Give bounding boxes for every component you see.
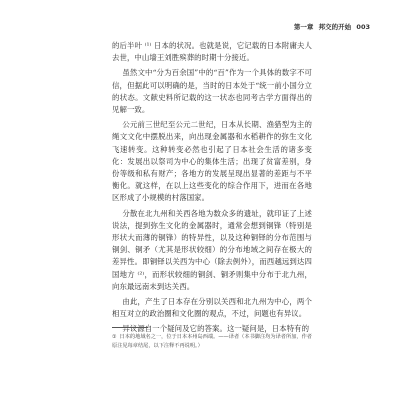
page-number: 003 (356, 23, 370, 31)
chapter-title: 邦交的开始 (318, 23, 352, 31)
paragraph: 由此，产生了日本存在分别以关西和北九州为中心，两个相互对立的政治圈和文化圈的观点，不过，问题也有异议。 (112, 297, 312, 319)
paragraph: 异议源自一个疑问及它的答案。这一疑问是，日本特有的 (122, 324, 310, 334)
body-text (112, 40, 312, 339)
chapter-label: 第一章 (293, 23, 314, 31)
footnote-text: 日本的地域名之一，位于日本本州岛西端。——译者（本书脚注均为译者所加，作者原注见每章结尾，以下注释不再说明。） (112, 334, 312, 349)
paragraph: 的后半叶 ⁽¹⁾ 日本的状况。也就是说，它记载的日本附庸夫人去世，中山墙王刘胜殡葬的时期十分接近。 (112, 41, 312, 63)
paragraph: 分散在北九州和关西各地为数众多的遗址，就印证了上述说法，提到弥生文化的金属器时，通常会想到铜锋（特别是形状大而薄的铜锋）的特异性，以及这种铜铎的分布范围与铜剑、铜矛（尤其是形状较细）的分布地域之间存在极大的差异性。即铜铎以关西为中心（除去例外），而西越远到达四国地方 ⁽²⁾，而形状较细的铜剑、铜矛则集中分布于北九州，向东最远南未到达关西。 (112, 208, 312, 291)
footnote (112, 333, 312, 350)
footnote-divider (112, 327, 148, 328)
paragraph: 公元前三世纪至公元二世纪，日本从长期、渔猎型为主的绳文文化中摆脱出来，向出现金属器和水稻耕作的弥生文化飞速转变。这种转变必然也引起了日本社会生活的诸多变化：发展出以祭司为中心的集体生活；出现了贫富差别，身份等级和私有财产；各地方的发展呈现出显著的差距与不平衡化。就这样，在以上这些变化的综合作用下，进而在各地区形成了小规模的村落国家。 (112, 120, 312, 203)
running-header (250, 22, 370, 31)
paragraph: 虽然文中“分为百余国”中的“百”作为一个具体的数字不可信，但据此可以明确的是，当时的日本处于“统一前小国分立的状态。文献史料所记载的这一状态也同考古学方面得出的见解一致。 (112, 68, 312, 115)
footnote-mark: ① (112, 334, 117, 340)
